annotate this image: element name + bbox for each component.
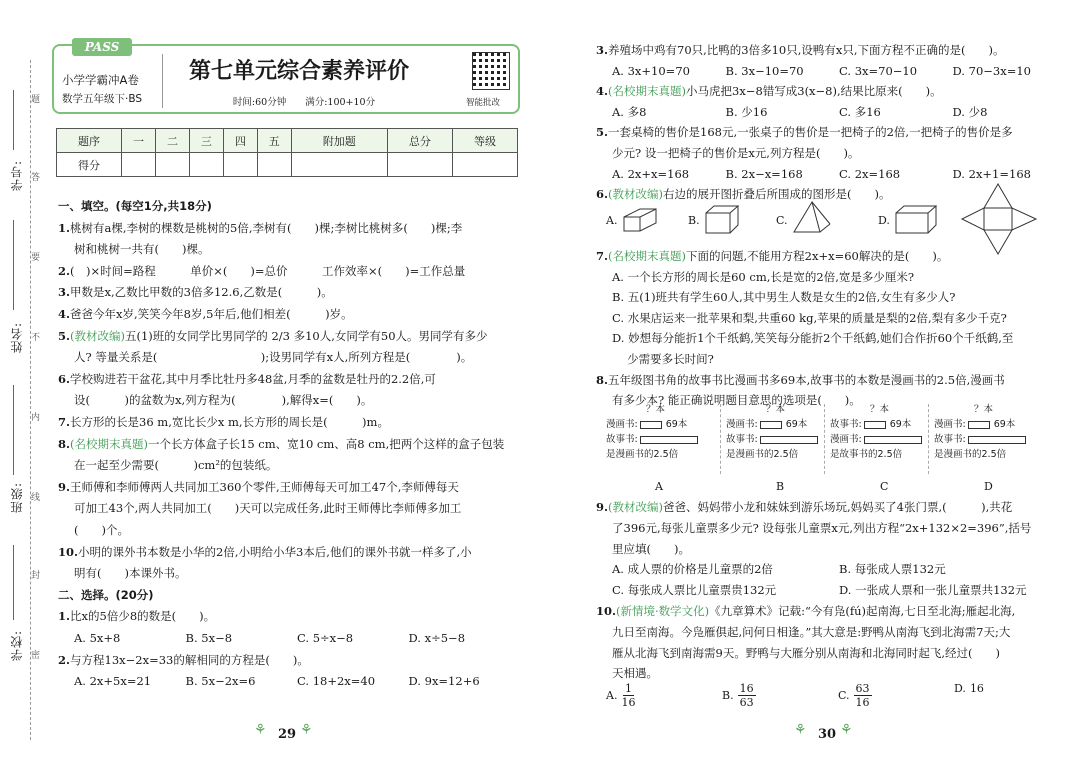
bar-segment (640, 421, 662, 429)
question-text: ( )×时间=路程 单价×( )=总价 工作效率×( )=工作总量 (70, 263, 466, 278)
question-text: 长方形的长是36 m,宽比长少x m,长方形的周长是( )m。 (70, 415, 389, 429)
diagram-row (830, 417, 934, 432)
question-text: ( )个。 (74, 523, 129, 537)
series-name: 小学学霸冲A卷 (62, 73, 139, 87)
diagram-row (606, 447, 710, 462)
score-header: 四 (223, 129, 257, 153)
question-text: 一、填空。(每空1分,共18分) (58, 199, 212, 213)
answer-option[interactable]: D. 一张成人票和一张儿童票共132元 (839, 583, 1027, 598)
exam-header (52, 40, 520, 114)
source-tag: (名校期末真题) (608, 249, 686, 263)
page-number: 29 (278, 727, 297, 742)
question-line (612, 349, 1066, 370)
diagram-letter: B (776, 480, 785, 493)
prism-shape-icon (620, 203, 660, 235)
bar-model-diagram (934, 402, 1038, 462)
question-line (58, 542, 520, 563)
question-number: 5. (58, 328, 71, 343)
answer-option[interactable] (606, 682, 635, 709)
question-text: 《九章算术》记载:“今有凫(fú)起南海,七日至北海;雁起北海, (709, 604, 1016, 618)
question-line (596, 601, 1066, 622)
question-number: 4. (58, 307, 71, 321)
question-text: C. 水果店运来一批苹果和梨,共重60 kg,苹果的质量是梨的2倍,梨有多少千克? (612, 310, 1007, 325)
question-number: 2. (58, 263, 71, 278)
question-number: 6. (58, 371, 71, 386)
bar-segment (864, 436, 922, 444)
side-label-school: 学校: (10, 630, 24, 662)
answer-option[interactable]: B. 少16 (725, 104, 768, 119)
score-cell[interactable] (257, 153, 291, 177)
source-tag: (名校期末真题) (70, 436, 148, 451)
numerator: 1 (624, 682, 632, 695)
question-number: 1. (58, 609, 71, 624)
score-table (56, 128, 518, 177)
answer-option[interactable]: B. 2x−x=168 (725, 166, 803, 181)
net-diagram-icon (960, 182, 1040, 256)
blank-line (13, 90, 14, 150)
diagram-text: 故事书: (606, 434, 638, 445)
diagram-text: 是漫画书的2.5倍 (606, 449, 679, 460)
answer-option[interactable]: D. 70−3x=10 (952, 63, 1031, 78)
option-letter: C. (838, 689, 850, 702)
diagram-separator (824, 404, 825, 474)
score-cell[interactable] (189, 153, 223, 177)
side-label-class: 班级: (10, 482, 24, 514)
diagram-diff: 69本 (785, 419, 808, 430)
binding-line (30, 60, 31, 740)
diagram-row (934, 402, 1038, 417)
answer-option[interactable]: D. 少8 (952, 104, 988, 119)
question-line (612, 143, 1066, 164)
answer-option[interactable]: B. 3x−10=70 (725, 63, 804, 78)
brand-logo: PASS (72, 38, 132, 56)
question-line (596, 497, 1066, 518)
question-text: B. 五(1)班共有学生60人,其中男生人数是女生的2倍,女生有多少人? (612, 290, 956, 305)
question-text: 小明的课外书本数是小华的2倍,小明给小华3本后,他们的课外书就一样多了,小 (78, 544, 472, 559)
source-tag: (教材改编) (608, 187, 663, 202)
question-text: 有多少本? 能正确说明题目意思的选项是( )。 (612, 393, 861, 408)
numerator: 16 (969, 682, 984, 695)
question-text: 可加工43个,两人共同加工( )天可以完成任务,此时王师傅比李师傅多加工 (74, 501, 462, 516)
question-text: 学校购进若干盆花,其中月季比牡丹多48盆,月季的盆数是牡丹的2.2倍,可 (70, 371, 436, 386)
question-number: 9. (58, 479, 71, 494)
diagram-text: 是故事书的2.5倍 (830, 449, 903, 460)
score-header: 附加题 (291, 129, 387, 153)
question-text: 下面的问题,不能用方程2x+x=60解决的是( )。 (686, 249, 949, 263)
question-line (612, 518, 1066, 539)
source-tag: (教材改编) (70, 328, 125, 343)
question-text: 树和桃树一共有( )棵。 (74, 242, 210, 257)
denominator: 63 (739, 696, 754, 709)
question-line (596, 40, 1066, 61)
score-cell[interactable] (387, 153, 452, 177)
question-text: 人? 等量关系是( );设男同学有x人,所列方程是( )。 (74, 350, 473, 365)
question-text: 桃树有a棵,李树的棵数是桃树的5倍,李树有( )棵;李树比桃树多( )棵;李 (70, 220, 463, 235)
question-line (58, 282, 520, 303)
question-line (612, 308, 1066, 329)
question-line (74, 239, 520, 260)
question-number: 1. (58, 220, 71, 235)
diagram-row (726, 417, 830, 432)
numerator: 63 (855, 682, 870, 695)
blank-line (13, 385, 14, 475)
question-number: 6. (596, 187, 609, 202)
answer-option[interactable]: A. 成人票的价格是儿童票的2倍 (612, 562, 773, 577)
section-heading (58, 196, 520, 217)
diagram-row (606, 432, 710, 447)
question-text: 雁从北海飞到南海需9天。野鸭与大雁分别从南海和北海同时起飞,经过( ) (612, 645, 1000, 660)
score-cell[interactable] (155, 153, 189, 177)
diagram-row (934, 432, 1038, 447)
question-line (596, 81, 1066, 102)
qr-label: 智能批改 (466, 98, 501, 108)
fraction (738, 682, 756, 709)
sprout-icon: ⚘ (794, 722, 807, 738)
question-line (74, 563, 520, 584)
section-heading (58, 585, 520, 606)
answer-option[interactable]: D. 9x=12+6 (408, 674, 480, 689)
answer-option[interactable] (722, 682, 756, 709)
cube-shape-icon (702, 203, 742, 235)
diagram-diff: 69本 (993, 419, 1016, 430)
diagram-text: 漫画书: (934, 419, 966, 430)
pyramid-shape-icon (790, 200, 834, 236)
diagram-text: 故事书: (830, 419, 862, 430)
question-line (58, 434, 520, 455)
diagram-letter: D (984, 480, 993, 493)
sprout-icon: ⚘ (300, 722, 313, 738)
question-number: 9. (596, 500, 609, 514)
answer-option[interactable]: A. 多8 (612, 104, 647, 119)
score-header: 二 (155, 129, 189, 153)
diagram-row (830, 432, 934, 447)
question-text: 一个长方体盒子长15 cm、宽10 cm、高8 cm,把两个这样的盒子包装 (148, 436, 505, 451)
question-line (58, 369, 520, 390)
bar-model-diagram (726, 402, 830, 462)
question-line (74, 390, 520, 411)
sprout-icon: ⚘ (254, 722, 267, 738)
answer-option[interactable]: C. 3x=70−10 (839, 63, 918, 78)
question-text: 少需要多长时间? (612, 352, 714, 366)
question-text: A. 一个长方形的周长是60 cm,长是宽的2倍,宽是多少厘米? (612, 269, 915, 284)
numerator: 16 (739, 682, 754, 695)
score-header: 三 (189, 129, 223, 153)
question-number: 2. (58, 652, 71, 667)
diagram-separator (720, 404, 721, 474)
score-cell[interactable] (122, 153, 156, 177)
question-text: 右边的展开图折叠后所围成的图形是( )。 (663, 187, 891, 202)
question-number: 3. (58, 285, 71, 300)
question-line (58, 650, 520, 671)
diagram-text: 是漫画书的2.5倍 (934, 449, 1007, 460)
answer-option[interactable]: C. 多16 (839, 104, 881, 119)
question-number: 7. (596, 249, 609, 263)
denominator: 16 (621, 696, 636, 709)
question-line (74, 455, 520, 476)
diagram-row (726, 402, 830, 417)
question-text: 明有( )本课外书。 (74, 566, 187, 581)
answer-option[interactable]: C. 18+2x=40 (297, 674, 376, 689)
diagram-text: 是漫画书的2.5倍 (726, 449, 799, 460)
answer-option[interactable] (838, 682, 872, 709)
option-label: C. (776, 214, 788, 227)
question-text: 天相遇。 (612, 666, 658, 681)
question-line (612, 663, 1066, 684)
grade-label: 数学五年级下·BS (62, 93, 143, 105)
option-label: B. (688, 214, 700, 227)
diagram-text: ？本 (766, 404, 786, 415)
score-header: 总分 (387, 129, 452, 153)
question-line (58, 326, 520, 347)
sprout-icon: ⚘ (840, 722, 853, 738)
binding-word: 答 (31, 173, 41, 183)
score-cell[interactable] (452, 153, 517, 177)
question-line (612, 267, 1066, 288)
score-row-label: 得分 (57, 153, 122, 177)
fraction (621, 682, 635, 709)
answer-option[interactable]: A. 2x+5x=21 (74, 674, 152, 689)
binding-word: 线 (31, 493, 41, 503)
binding-word: 不 (31, 333, 41, 343)
answer-option[interactable]: B. 每张成人票132元 (839, 562, 946, 577)
question-line (612, 287, 1066, 308)
question-line (58, 606, 520, 627)
question-line (612, 328, 1066, 349)
diagram-text: ？本 (974, 404, 994, 415)
binding-word: 密 (31, 651, 41, 661)
score-header: 题序 (57, 129, 122, 153)
question-line (74, 498, 520, 519)
diagram-text: ？本 (646, 404, 666, 415)
binding-word: 内 (31, 413, 41, 423)
diagram-text: 漫画书: (726, 419, 758, 430)
question-number: 4. (596, 84, 609, 99)
question-text: 一套桌椅的售价是168元,一张桌子的售价是一把椅子的2倍,一把椅子的售价是多 (608, 125, 1013, 140)
diagram-letter: A (655, 480, 663, 493)
question-line (58, 477, 520, 498)
answer-option[interactable]: A. 5x+8 (74, 631, 121, 645)
question-text: 了396元,每张儿童票多少元? 设每张儿童票x元,列出方程“2x+132×2=396”,括号 (612, 520, 1032, 535)
source-tag: (新情境·数学文化) (616, 604, 710, 618)
score-cell[interactable] (223, 153, 257, 177)
option-letter: A. (606, 689, 618, 702)
score-header: 等级 (452, 129, 517, 153)
diagram-diff: 69本 (665, 419, 688, 430)
divider (162, 54, 163, 108)
question-number: 7. (58, 415, 71, 429)
question-line (58, 261, 520, 282)
question-number: 3. (596, 43, 609, 57)
diagram-text: 故事书: (934, 434, 966, 445)
bar-segment (968, 436, 1026, 444)
source-tag: (教材改编) (608, 500, 663, 514)
source-tag: (名校期末真题) (608, 84, 686, 99)
option-letter: D. (954, 682, 966, 695)
blank-line (13, 545, 14, 620)
question-text: 在一起至少需要( )cm²的包装纸。 (74, 458, 278, 473)
diagram-row (606, 402, 710, 417)
answer-option[interactable]: B. 5x−8 (185, 631, 233, 645)
bar-model-diagram (830, 402, 934, 462)
diagram-row (830, 402, 934, 417)
question-line (596, 370, 1066, 391)
right-page (540, 0, 1080, 766)
question-text: D. 妙想每分能折1个千纸鹤,笑笑每分能折2个千纸鹤,她们合作折60个千纸鹤,至 (612, 331, 1014, 346)
question-line (58, 304, 520, 325)
fraction (854, 682, 872, 709)
question-text: 爸爸、妈妈带小龙和妹妹到游乐场玩,妈妈买了4张门票,( ),共花 (663, 500, 1013, 514)
question-line (596, 122, 1066, 143)
side-label-id: 学号: (10, 160, 24, 192)
cuboid-shape-icon (892, 203, 938, 235)
question-number: 8. (58, 436, 71, 451)
question-text: 五年级图书角的故事书比漫画书多69本,故事书的本数是漫画书的2.5倍,漫画书 (608, 372, 1005, 387)
question-number: 10. (596, 604, 617, 618)
bar-segment (968, 421, 990, 429)
question-text: 与方程13x−2x=33的解相同的方程是( )。 (70, 652, 309, 667)
bar-segment (760, 436, 818, 444)
binding-word: 要 (31, 253, 41, 263)
question-line (58, 218, 520, 239)
question-text: 五(1)班的女同学比男同学的 2/3 多10人,女同学有50人。男同学有多少 (125, 328, 488, 343)
question-line (612, 643, 1066, 664)
question-line (74, 347, 520, 368)
binding-word: 封 (31, 571, 41, 581)
answer-option[interactable]: A. 3x+10=70 (612, 63, 690, 78)
question-text: 里应填( )。 (612, 541, 690, 556)
answer-option[interactable]: D. 2x+1=168 (952, 166, 1031, 181)
bar-segment (760, 421, 782, 429)
question-number: 8. (596, 372, 609, 387)
diagram-row (934, 417, 1038, 432)
denominator: 16 (855, 696, 870, 709)
question-line (612, 622, 1066, 643)
page-number: 30 (818, 727, 837, 742)
answer-option[interactable]: A. 2x+x=168 (612, 166, 690, 181)
exam-meta: 时间:60分钟 满分:100+10分 (232, 97, 376, 108)
question-text: 甲数是x,乙数比甲数的3倍多12.6,乙数是( )。 (70, 285, 333, 300)
bar-model-diagram (606, 402, 710, 462)
question-text: 爸爸今年x岁,笑笑今年8岁,5年后,他们相差( )岁。 (70, 307, 353, 321)
fraction (970, 682, 984, 695)
option-label: A. (606, 214, 618, 227)
answer-option[interactable]: C. 2x=168 (839, 166, 901, 181)
qr-code-icon[interactable] (472, 52, 510, 90)
question-text: 九日至南海。今凫雁俱起,问何日相逢。”其大意是:野鸭从南海飞到北海需7天;大 (612, 624, 1011, 639)
question-text: 王师傅和李师傅两人共同加工360个零件,王师傅每天可加工47个,李师傅每天 (70, 479, 459, 494)
blank-line (13, 220, 14, 310)
option-letter: B. (722, 689, 734, 702)
diagram-row (934, 447, 1038, 462)
option-label: D. (878, 214, 890, 227)
question-line (58, 412, 520, 433)
question-text: 少元? 设一把椅子的售价是x元,列方程是( )。 (612, 146, 860, 160)
answer-option[interactable]: D. x÷5−8 (408, 631, 466, 645)
diagram-row (726, 447, 830, 462)
side-label-name: 姓名: (10, 322, 24, 354)
question-line (612, 539, 1066, 560)
question-number: 5. (596, 125, 609, 140)
diagram-row (726, 432, 830, 447)
diagram-row (606, 417, 710, 432)
bar-segment (864, 421, 886, 429)
binding-word: 题 (31, 95, 41, 105)
page-title: 第七单元综合素养评价 (188, 59, 409, 84)
diagram-letter: C (880, 480, 889, 493)
diagram-diff: 69本 (889, 419, 912, 430)
score-cell[interactable] (291, 153, 387, 177)
question-line (74, 520, 520, 541)
diagram-text: ？本 (870, 404, 890, 415)
diagram-separator (928, 404, 929, 474)
diagram-text: 漫画书: (830, 434, 862, 445)
answer-option[interactable] (954, 682, 984, 695)
question-text: 比x的5倍少8的数是( )。 (70, 609, 216, 624)
question-text: 养殖场中鸡有70只,比鸭的3倍多10只,设鸭有x只,下面方程不正确的是( )。 (608, 43, 1005, 57)
answer-option[interactable]: C. 5÷x−8 (297, 631, 354, 645)
answer-option[interactable]: C. 每张成人票比儿童票贵132元 (612, 583, 777, 598)
answer-option[interactable]: B. 5x−2x=6 (185, 674, 256, 689)
bar-segment (640, 436, 698, 444)
diagram-text: 故事书: (726, 434, 758, 445)
score-header: 一 (122, 129, 156, 153)
score-header: 五 (257, 129, 291, 153)
question-text: 二、选择。(20分) (58, 587, 154, 602)
diagram-row (830, 447, 934, 462)
question-text: 小马虎把3x−8错写成3(x−8),结果比原来( )。 (686, 84, 942, 99)
diagram-text: 漫画书: (606, 419, 638, 430)
question-number: 10. (58, 544, 79, 559)
question-text: 设( )的盆数为x,列方程为( ),解得x=( )。 (74, 393, 373, 408)
